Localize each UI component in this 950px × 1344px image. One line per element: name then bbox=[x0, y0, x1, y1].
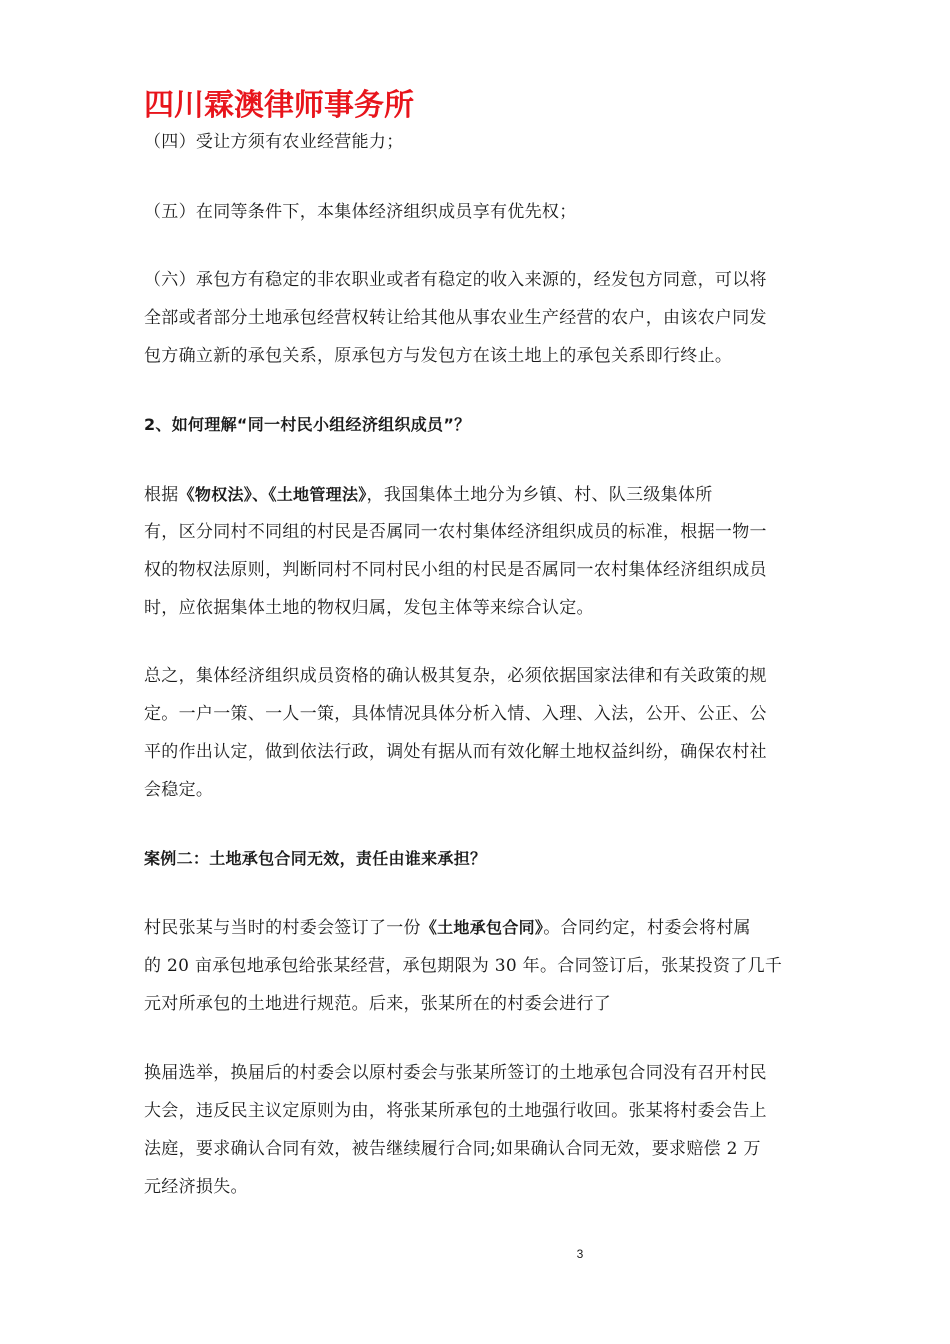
case-continuation-line-2: 大会，违反民主议定原则为由，将张某所承包的土地强行收回。张某将村委会告上 bbox=[144, 1101, 767, 1121]
paragraph-3-line-3: 平的作出认定，做到依法行政，调处有据从而有效化解土地权益纠纷，确保农村社 bbox=[144, 742, 767, 762]
clause-five: （五）在同等条件下，本集体经济组织成员享有优先权； bbox=[144, 202, 577, 222]
case-paragraph-line-1 bbox=[144, 916, 751, 940]
paragraph-3-line-2: 定。一户一策、一人一策，具体情况具体分析入情、入理、入法，公开、公正、公 bbox=[144, 704, 767, 724]
paragraph-2-prefix: 根据 bbox=[144, 485, 179, 505]
paragraph-3-line-1: 总之，集体经济组织成员资格的确认极其复杂，必须依据国家法律和有关政策的规 bbox=[144, 666, 767, 686]
clause-six-line-1: （六）承包方有稳定的非农职业或者有稳定的收入来源的，经发包方同意，可以将 bbox=[144, 270, 767, 290]
section-heading-2: 2、如何理解“同一村民小组经济组织成员”？ bbox=[144, 415, 471, 434]
page-number: 3 bbox=[576, 1247, 584, 1261]
case-continuation-line-1: 换届选举，换届后的村委会以原村委会与张某所签订的土地承包合同没有召开村民 bbox=[144, 1063, 767, 1083]
case-two-heading: 案例二：土地承包合同无效，责任由谁来承担？ bbox=[144, 849, 487, 868]
case-rest: 。合同约定，村委会将村属 bbox=[543, 918, 751, 938]
case-paragraph-line-2: 的 20 亩承包地承包给张某经营，承包期限为 30 年。合同签订后，张某投资了几千 bbox=[144, 956, 783, 976]
paragraph-2-rest: ，我国集体土地分为乡镇、村、队三级集体所 bbox=[366, 485, 713, 505]
clause-six-line-3: 包方确立新的承包关系，原承包方与发包方在该土地上的承包关系即行终止。 bbox=[144, 346, 733, 366]
paragraph-3-line-4: 会稳定。 bbox=[144, 780, 214, 800]
law-firm-header: 四川霖澳律师事务所 bbox=[144, 88, 414, 123]
case-continuation-line-3: 法庭，要求确认合同有效，被告继续履行合同;如果确认合同无效，要求赔偿 2 万 bbox=[144, 1139, 761, 1159]
law-reference-separator: 、 bbox=[252, 485, 269, 504]
contract-reference: 《土地承包合同》 bbox=[420, 918, 544, 937]
law-reference-property: 《物权法》 bbox=[178, 485, 253, 504]
paragraph-2-line-4: 时，应依据集体土地的物权归属，发包主体等来综合认定。 bbox=[144, 598, 594, 618]
paragraph-2-line-1 bbox=[144, 483, 713, 507]
paragraph-2-line-2: 有，区分同村不同组的村民是否属同一农村集体经济组织成员的标准，根据一物一 bbox=[144, 522, 767, 542]
case-prefix: 村民张某与当时的村委会签订了一份 bbox=[144, 918, 421, 938]
clause-six-line-2: 全部或者部分土地承包经营权转让给其他从事农业生产经营的农户，由该农户同发 bbox=[144, 308, 767, 328]
case-paragraph-line-3: 元对所承包的土地进行规范。后来，张某所在的村委会进行了 bbox=[144, 994, 612, 1014]
clause-four: （四）受让方须有农业经营能力； bbox=[144, 132, 404, 152]
paragraph-2-line-3: 权的物权法原则，判断同村不同村民小组的村民是否属同一农村集体经济组织成员 bbox=[144, 560, 767, 580]
law-reference-land: 《土地管理法》 bbox=[268, 485, 367, 504]
case-continuation-line-4: 元经济损失。 bbox=[144, 1177, 248, 1197]
